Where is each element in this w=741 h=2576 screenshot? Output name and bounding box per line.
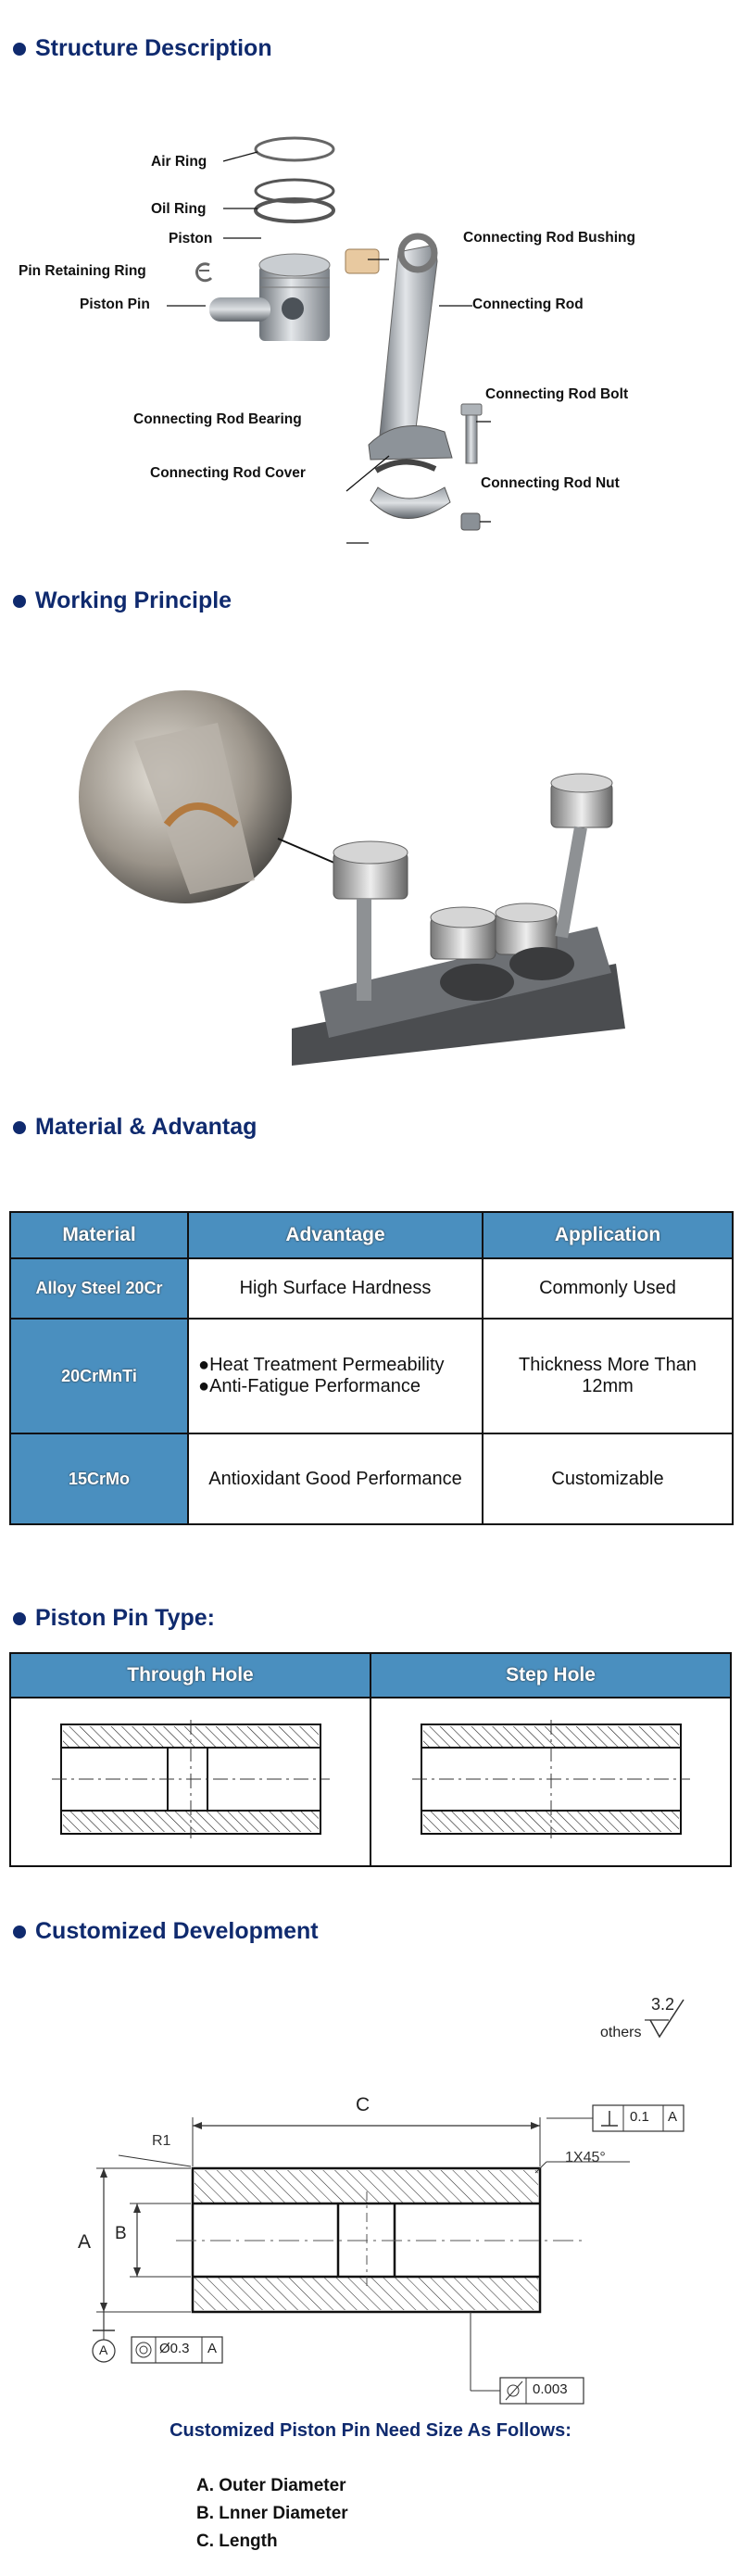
- label-pin-retaining-ring: Pin Retaining Ring: [19, 263, 146, 279]
- perpendicularity-datum: A: [668, 2109, 678, 2125]
- table-row: [10, 1258, 733, 1319]
- material-cell: 20CrMnTi: [10, 1319, 188, 1433]
- label-oil-ring: Oil Ring: [151, 201, 207, 217]
- through-hole-drawing: [52, 1720, 330, 1840]
- list-item: B. Lnner Diameter: [196, 2504, 348, 2523]
- bullet-icon: [13, 595, 26, 608]
- table-header-row: [10, 1653, 731, 1698]
- label-rod-bearing: Connecting Rod Bearing: [133, 411, 302, 427]
- list-item: A. Outer Diameter: [196, 2476, 346, 2495]
- application-cell: Thickness More Than 12mm: [483, 1319, 733, 1433]
- cylindricity-value: 0.003: [533, 2381, 568, 2397]
- section-title-material: Material & Advantag: [13, 1114, 257, 1141]
- header-advantage: Advantage: [188, 1212, 483, 1258]
- dimension-c: C: [356, 2094, 370, 2115]
- bushing-shape: [345, 249, 379, 273]
- header-step-hole: Step Hole: [370, 1653, 731, 1698]
- label-rod-bolt: Connecting Rod Bolt: [485, 386, 629, 402]
- pin-type-table: [9, 1652, 732, 1867]
- advantage-cell: Antioxidant Good Performance: [188, 1433, 483, 1524]
- label-piston: Piston: [169, 231, 213, 246]
- roughness-value: 3.2: [651, 1995, 675, 2014]
- concentricity-icon: [136, 2342, 151, 2357]
- bullet-icon: [13, 1612, 26, 1625]
- list-item: C. Length: [196, 2532, 278, 2551]
- roughness-note: others: [600, 2025, 642, 2040]
- header-application: Application: [483, 1212, 733, 1258]
- table-header-row: [10, 1212, 733, 1258]
- header-material: Material: [10, 1212, 188, 1258]
- rod-cover-shape: [370, 487, 450, 519]
- retaining-ring-shape: [196, 264, 211, 281]
- label-rod-cover: Connecting Rod Cover: [150, 465, 306, 481]
- concentricity-datum: A: [207, 2341, 218, 2356]
- material-table: [9, 1211, 734, 1525]
- advantage-line: ●Heat Treatment Permeability: [198, 1355, 445, 1375]
- label-connecting-rod: Connecting Rod: [472, 297, 584, 312]
- advantage-line: ●Anti-Fatigue Performance: [198, 1376, 421, 1396]
- perpendicularity-value: 0.1: [630, 2109, 649, 2125]
- table-row: [10, 1433, 733, 1524]
- table-row: [10, 1319, 733, 1433]
- radius-note: R1: [152, 2133, 171, 2149]
- rod-nut-shape: [461, 513, 480, 530]
- dimension-b: B: [115, 2224, 127, 2243]
- label-air-ring: Air Ring: [151, 154, 207, 170]
- application-cell: Commonly Used: [483, 1258, 733, 1319]
- advantage-cell: High Surface Hardness: [188, 1258, 483, 1319]
- label-piston-pin: Piston Pin: [80, 297, 150, 312]
- section-title-pin-type: Piston Pin Type:: [13, 1605, 215, 1632]
- step-hole-drawing-cell: [370, 1698, 731, 1866]
- engine-pistons: [333, 774, 612, 1001]
- material-cell: 15CrMo: [10, 1433, 188, 1524]
- section-title-custom: Customized Development: [13, 1918, 319, 1945]
- piston-pin-shape: [209, 297, 270, 322]
- bullet-icon: [13, 43, 26, 56]
- dimension-a: A: [78, 2231, 92, 2253]
- step-hole-drawing: [412, 1720, 690, 1840]
- exploded-parts-illustration: [0, 120, 741, 556]
- bearing-shape: [376, 461, 435, 471]
- section-title-working: Working Principle: [13, 587, 232, 614]
- application-cell: Customizable: [483, 1433, 733, 1524]
- label-rod-bushing: Connecting Rod Bushing: [463, 230, 635, 246]
- label-rod-nut: Connecting Rod Nut: [481, 475, 620, 491]
- chamfer-note: 1X45°: [565, 2150, 606, 2166]
- header-through-hole: Through Hole: [10, 1653, 370, 1698]
- engine-working-illustration: [79, 686, 634, 1075]
- advantage-cell: [188, 1319, 483, 1433]
- datum-label: A: [99, 2342, 108, 2357]
- rod-bolt-shape: [466, 411, 477, 463]
- material-cell: Alloy Steel 20Cr: [10, 1258, 188, 1319]
- connecting-rod-shape: [380, 245, 437, 436]
- bullet-icon: [13, 1926, 26, 1938]
- custom-size-title: Customized Piston Pin Need Size As Follows:: [170, 2420, 571, 2441]
- section-title-structure: Structure Description: [13, 35, 272, 62]
- air-ring-shape: [256, 138, 333, 160]
- through-hole-drawing-cell: [10, 1698, 370, 1866]
- bullet-icon: [13, 1121, 26, 1134]
- concentricity-value: Ø0.3: [159, 2341, 190, 2356]
- table-row: [10, 1698, 731, 1866]
